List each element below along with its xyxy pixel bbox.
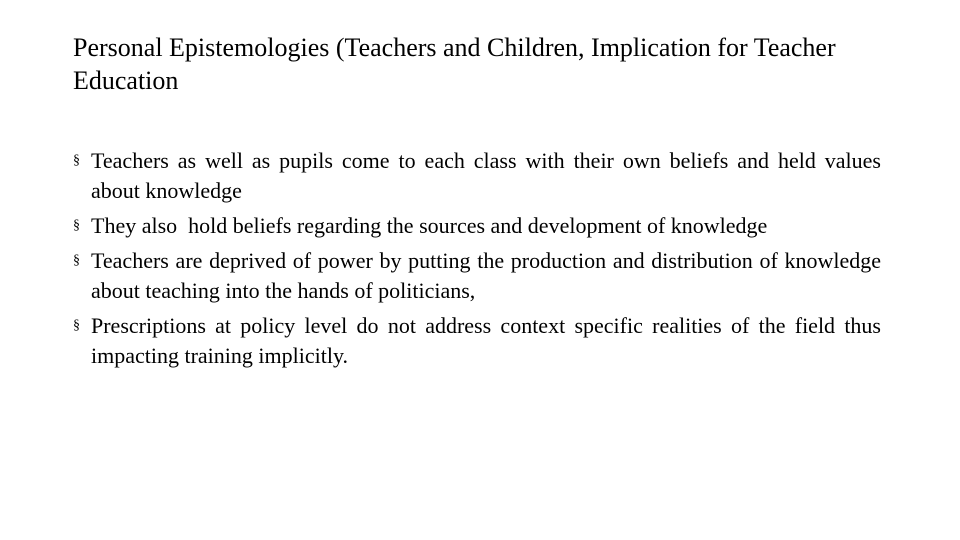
bullet-item xyxy=(73,211,881,241)
bullet-list xyxy=(73,146,881,376)
slide-title: Personal Epistemologies (Teachers and Children, Implication for Teacher Education xyxy=(73,33,836,95)
bullet-item xyxy=(73,146,881,206)
bullet-text: Prescriptions at policy level do not address context specific realities of the field thus impacting training implicitly. xyxy=(91,313,881,368)
bullet-text: They also hold beliefs regarding the sources and development of knowledge xyxy=(91,213,768,238)
bullet-text: Teachers are deprived of power by putting the production and distribution of knowledge about teaching into the hands of politicians, xyxy=(91,248,881,303)
bullet-square-icon: § xyxy=(73,218,80,233)
bullet-square-icon: § xyxy=(73,318,80,333)
bullet-square-icon: § xyxy=(73,153,80,168)
bullet-text: Teachers as well as pupils come to each class with their own beliefs and held values about knowledge xyxy=(91,148,881,203)
bullet-square-icon: § xyxy=(73,253,80,268)
bullet-item xyxy=(73,311,881,371)
bullet-item xyxy=(73,246,881,306)
